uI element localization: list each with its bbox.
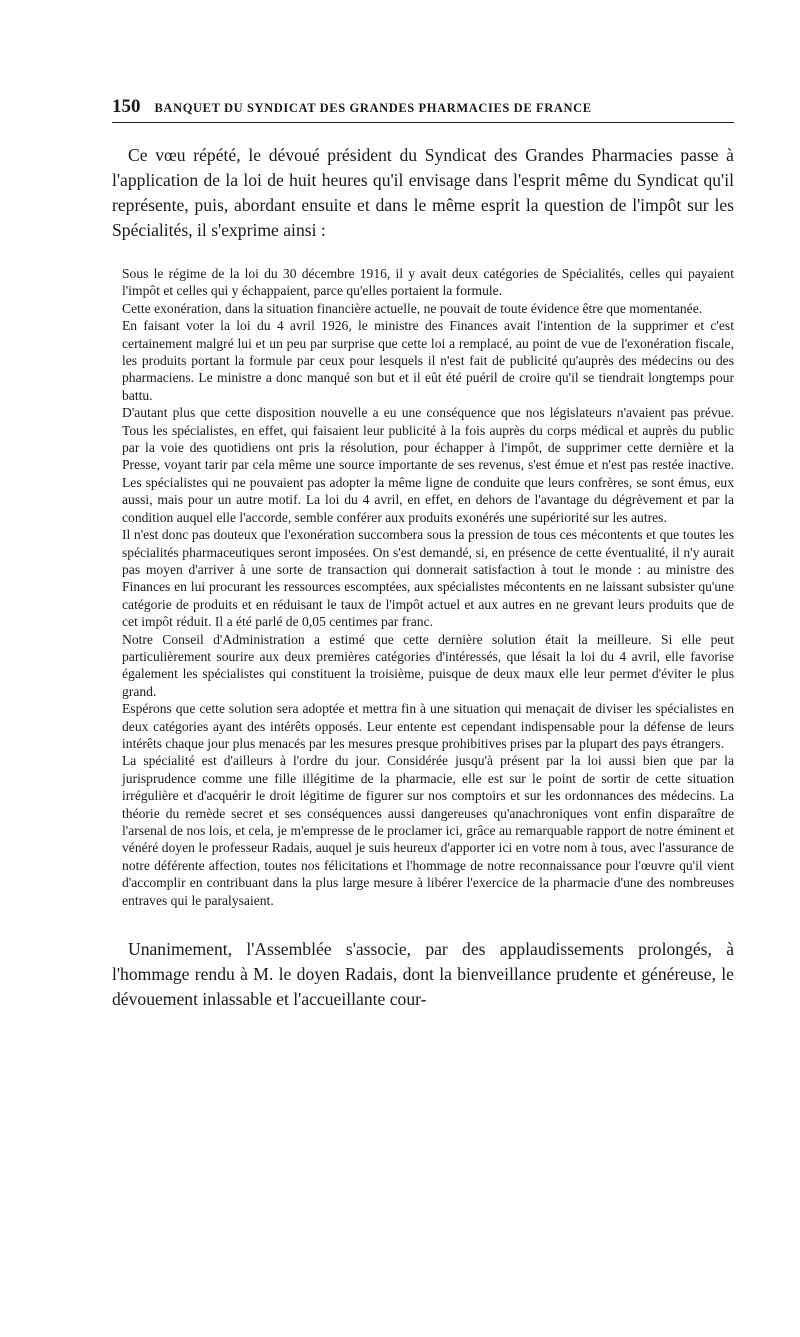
quote-paragraph: Notre Conseil d'Administration a estimé que cette dernière solution était la meilleure. Si elle peut particulièrement sourire aux deux premières catégories d'intéressés, que lésait la loi du 4 avril, elle favorise également les spécialistes qui constituent la troisième, puisque de deux maux elle leur permet d'éviter le plus grand. [122,631,734,699]
quote-paragraph: La spécialité est d'ailleurs à l'ordre du jour. Considérée jusqu'à présent par la loi aussi bien que par la jurisprudence comme une fille illégitime de la pharmacie, elle est sur le point de sortir de cette situation irrégulière et d'acquérir le droit légitime de figurer sur nos comptoirs et sur les ordonnances des médecins. La théorie du remède secret et ses conséquences aussi dangereuses qu'anachroniques vont enfin disparaître de l'arsenal de nos lois, et cela, je m'empresse de le proclamer ici, grâce au remarquable rapport de notre éminent et vénéré doyen le professeur Radais, auquel je suis heureux d'apporter ici en votre nom à tous, avec l'assurance de notre déférente affection, toutes nos félicitations et l'hommage de notre reconnaissance pour l'œuvre qu'il vient d'accomplir en contribuant dans la plus large mesure à libérer l'exercice de la pharmacie d'une des nombreuses entraves qui le paralysaient. [122,753,734,908]
quoted-speech [112,265,734,909]
quote-paragraph: Il n'est donc pas douteux que l'exonération succombera sous la pression de tous ces mécontents et que toutes les spécialités pharmaceutiques seront imposées. On s'est demandé, si, en présence de cette éventualité, il n'y aurait pas moyen d'arriver à une sorte de transaction qui donnerait satisfaction à tout le monde : au ministre des Finances en lui procurant les ressources escomptées, aux spécialistes mécontents en ne laissant subsister qu'une catégorie de produits et en réduisant le taux de l'impôt actuel et aux autres en ne grevant leurs produits que de cet impôt réduit. Il a été parlé de 0,05 centimes par franc. [122,527,734,630]
running-header [112,96,734,123]
page-number: 150 [112,96,141,117]
quote-paragraph: Sous le régime de la loi du 30 décembre 1916, il y avait deux catégories de Spécialités, celles qui payaient l'impôt et celles qui y échappaient, parce qu'elles portaient la formule. [122,266,734,299]
quote-paragraph: Espérons que cette solution sera adoptée et mettra fin à une situation qui menaçait de diviser les spécialistes en deux catégories ayant des intérêts opposés. Leur entente est cependant indispensable pour la défense de leurs intérêts chaque jour plus menacés par les mesures presque prohibitives prises par la plupart des pays étrangers. [122,701,734,751]
running-title: BANQUET DU SYNDICAT DES GRANDES PHARMACIES DE FRANCE [154,101,592,115]
closing-paragraph: Unanimement, l'Assemblée s'associe, par des applaudissements prolongés, à l'hommage rendu à M. le doyen Radais, dont la bienveillance prudente et généreuse, le dévouement inlassable et l'accueillante cour- [112,939,734,1010]
quote-paragraph: Cette exonération, dans la situation financière actuelle, ne pouvait de toute évidence être que momentanée. [122,300,703,316]
intro-paragraph: Ce vœu répété, le dévoué président du Syndicat des Grandes Pharmacies passe à l'application de la loi de huit heures qu'il envisage dans l'esprit même du Syndicat qu'il représente, puis, abordant ensuite et dans le même esprit la question de l'impôt sur les Spécialités, il s'exprime ainsi : [112,145,734,240]
intro-section [112,143,734,243]
quote-paragraph: En faisant voter la loi du 4 avril 1926, le ministre des Finances avait l'intention de la supprimer et c'est certainement malgré lui et un peu par surprise que cette loi a remplacé, au point de vue de l'exonération fiscale, les produits portant la formule par ceux pour lesquels il n'est fait de publicité qu'auprès des médecins ou des pharmaciens. Le ministre a donc manqué son but et il eût été puéril de croire qu'il se tiendrait longtemps pour battu. [122,318,734,403]
document-page [112,96,734,1012]
quote-paragraph: D'autant plus que cette disposition nouvelle a eu une conséquence que nos législateurs n'avaient pas prévue. Tous les spécialistes, en effet, qui faisaient leur publicité à la fois auprès du corps médical et auprès du public par la voie des quotidiens ont pris la résolution, pour échapper à l'impôt, de supprimer cette dernière et la Presse, voyant tarir par cela même une source importante de ses revenus, s'est émue et n'est pas restée inactive. Les spécialistes qui ne pouvaient pas adopter la même ligne de conduite que leurs confrères, se sont émus, eux aussi, mais pour un autre motif. La loi du 4 avril, en effet, en dehors de l'avantage du dégrèvement et par la condition auquel elle l'accorde, semble conférer aux produits exonérés une supériorité sur les autres. [122,405,734,525]
closing-section [112,937,734,1012]
